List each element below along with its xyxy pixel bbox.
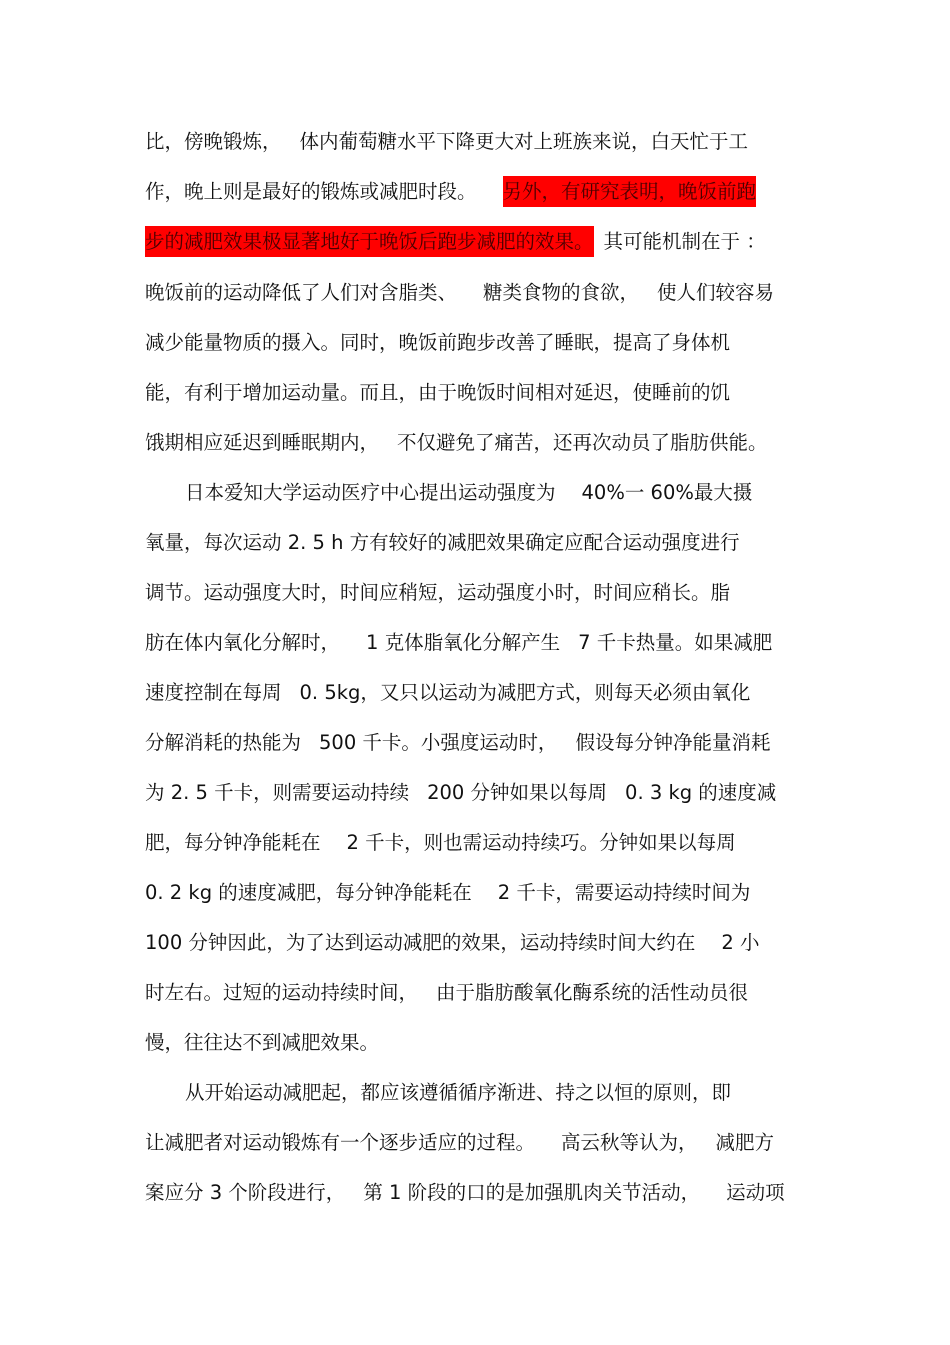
text-segment: 第 1 阶段的口的是加强肌肉关节活动， <box>363 1181 701 1204</box>
text-line <box>145 829 736 857</box>
text-segment: 2 小 <box>721 931 760 954</box>
text-line <box>145 329 730 357</box>
text-line <box>185 1079 731 1107</box>
text-segment: 由于脂肪酸氧化酶系统的活性动员很 <box>436 981 749 1004</box>
text-line <box>145 1179 785 1207</box>
text-segment: 饿期相应延迟到睡眠期内， <box>145 431 380 454</box>
text-line <box>145 279 774 307</box>
text-line <box>185 479 752 507</box>
text-line <box>145 629 772 657</box>
text-line <box>145 779 776 807</box>
text-segment: 慢，往往达不到减肥效果。 <box>145 1031 380 1054</box>
text-segment: 7 千卡热量。如果减肥 <box>578 631 773 654</box>
text-segment: 减肥方 <box>715 1131 775 1154</box>
text-segment: 0. 2 kg 的速度减肥，每分钟净能耗在 <box>145 881 472 904</box>
text-line <box>145 979 748 1007</box>
text-segment: 分解消耗的热能为 <box>145 731 302 754</box>
text-segment: 案应分 3 个阶段进行， <box>145 1181 346 1204</box>
text-segment: 假设每分钟净能量消耗 <box>575 731 771 754</box>
text-line <box>145 379 730 407</box>
text-segment: 100 分钟因此，为了达到运动减肥的效果，运动持续时间大约在 <box>145 931 696 954</box>
text-segment: 200 分钟如果以每周 <box>427 781 608 804</box>
text-line <box>145 879 750 907</box>
text-segment: 为 2. 5 千卡，则需要运动持续 <box>145 781 410 804</box>
text-segment: 糖类食物的食欲， <box>483 281 640 304</box>
text-line <box>145 429 768 457</box>
text-line <box>145 579 730 607</box>
text-segment: 2 千卡，需要运动持续时间为 <box>497 881 751 904</box>
text-segment: 不仅避免了痛苦，还再次动员了脂肪供能。 <box>397 431 768 454</box>
text-segment: 2 千卡，则也需运动持续巧。分钟如果以每周 <box>346 831 736 854</box>
text-segment: 肥，每分钟净能耗在 <box>145 831 321 854</box>
text-line <box>145 178 756 206</box>
text-segment: 高云秋等认为， <box>561 1131 698 1154</box>
text-line <box>145 128 748 156</box>
text-segment: 比，傍晚锻炼， <box>145 130 282 153</box>
text-line <box>145 1029 379 1057</box>
text-segment: 让减肥者对运动锻炼有一个逐步适应的过程。 <box>145 1131 536 1154</box>
text-segment: 速度控制在每周 <box>145 681 282 704</box>
text-line <box>145 929 760 957</box>
text-segment: 日本爱知大学运动医疗中心提出运动强度为 <box>185 481 556 504</box>
text-segment: 晚饭前的运动降低了人们对含脂类、 <box>145 281 458 304</box>
text-segment: 氧量，每次运动 2. 5 h 方有较好的减肥效果确定应配合运动强度进行 <box>145 531 740 554</box>
text-line <box>145 729 770 757</box>
text-segment: 其可能机制在于 ： <box>603 230 766 253</box>
text-segment: 能，有利于增加运动量。而且，由于晚饭时间相对延迟，使睡前的饥 <box>145 381 731 404</box>
text-segment: 肪在体内氧化分解时， <box>145 631 341 654</box>
highlighted-text: 步的减肥效果极显著地好于晚饭后跑步减肥的效果。 <box>145 226 594 257</box>
text-segment: 0. 3 kg 的速度减 <box>625 781 777 804</box>
text-line <box>145 228 766 256</box>
text-segment: 时左右。过短的运动持续时间， <box>145 981 419 1004</box>
text-segment: 使人们较容易 <box>657 281 775 304</box>
highlighted-text: 另外，有研究表明，晚饭前跑 <box>503 176 757 207</box>
text-segment: 40%一 60%最大摄 <box>581 481 753 504</box>
text-line <box>145 529 740 557</box>
text-segment: 体内葡萄糖水平下降更大对上班族来说，白天忙于工 <box>299 130 749 153</box>
text-segment: 500 千卡。小强度运动时， <box>319 731 558 754</box>
text-line <box>145 679 750 707</box>
text-segment: 调节。运动强度大时，时间应稍短，运动强度小时，时间应稍长。脂 <box>145 581 731 604</box>
text-segment: 运动项 <box>726 1181 785 1204</box>
text-segment: 1 克体脂氧化分解产生 <box>366 631 561 654</box>
text-segment: 作，晚上则是最好的锻炼或减肥时段。 <box>145 180 477 203</box>
text-segment: 0. 5kg，又只以运动为减肥方式，则每天必须由氧化 <box>299 681 751 704</box>
text-segment: 减少能量物质的摄入。同时，晚饭前跑步改善了睡眠，提高了身体机 <box>145 331 731 354</box>
text-segment: 从开始运动减肥起，都应该遵循循序渐进、持之以恒的原则，即 <box>185 1081 732 1104</box>
text-line <box>145 1129 774 1157</box>
